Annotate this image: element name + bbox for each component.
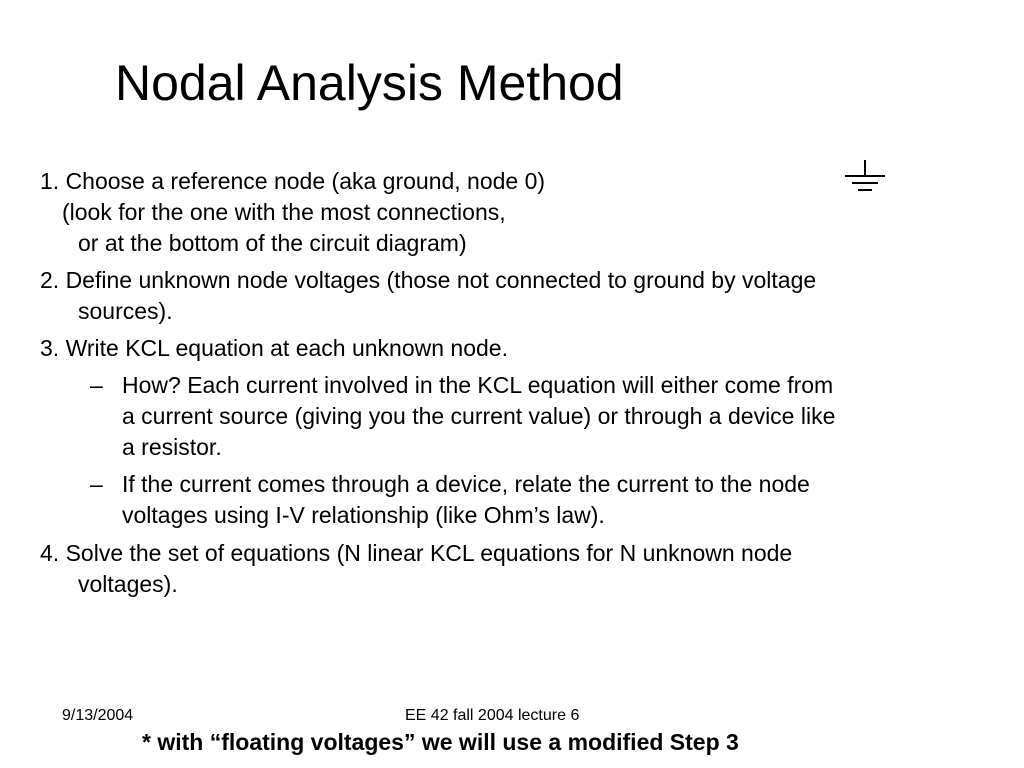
sub-bullet-2-line-2: voltages using I-V relationship (like Ohm’s law).	[122, 502, 605, 528]
sub-bullet-dash-2: –	[90, 471, 103, 497]
footnote: * with “floating voltages” we will use a modified Step 3	[142, 729, 739, 755]
sub-bullet-dash-1: –	[90, 372, 103, 398]
step-2-text: 2. Define unknown node voltages (those not connected to ground by voltage	[40, 267, 817, 293]
step-4-text: 4. Solve the set of equations (N linear KCL equations for N unknown node	[40, 540, 793, 566]
footer-date: 9/13/2004	[62, 707, 134, 724]
sub-bullet-2-line-1: If the current comes through a device, relate the current to the node	[122, 471, 810, 497]
step-1-text: 1. Choose a reference node (aka ground, node 0)	[40, 168, 546, 194]
step-4-text-continued: voltages).	[78, 571, 178, 597]
sub-bullet-1-line-2: a current source (giving you the current value) or through a device like	[122, 403, 836, 429]
step-1-note-line-1: (look for the one with the most connections,	[62, 199, 506, 225]
sub-bullet-1-line-3: a resistor.	[122, 434, 222, 460]
ground-symbol-icon	[840, 158, 890, 194]
step-1-note-line-2: or at the bottom of the circuit diagram)	[78, 230, 467, 256]
slide-title: Nodal Analysis Method	[115, 55, 624, 111]
step-3-text: 3. Write KCL equation at each unknown node.	[40, 335, 508, 361]
step-2-text-continued: sources).	[78, 298, 173, 324]
sub-bullet-1-line-1: How? Each current involved in the KCL equation will either come from	[122, 372, 834, 398]
footer-course: EE 42 fall 2004 lecture 6	[405, 707, 580, 724]
